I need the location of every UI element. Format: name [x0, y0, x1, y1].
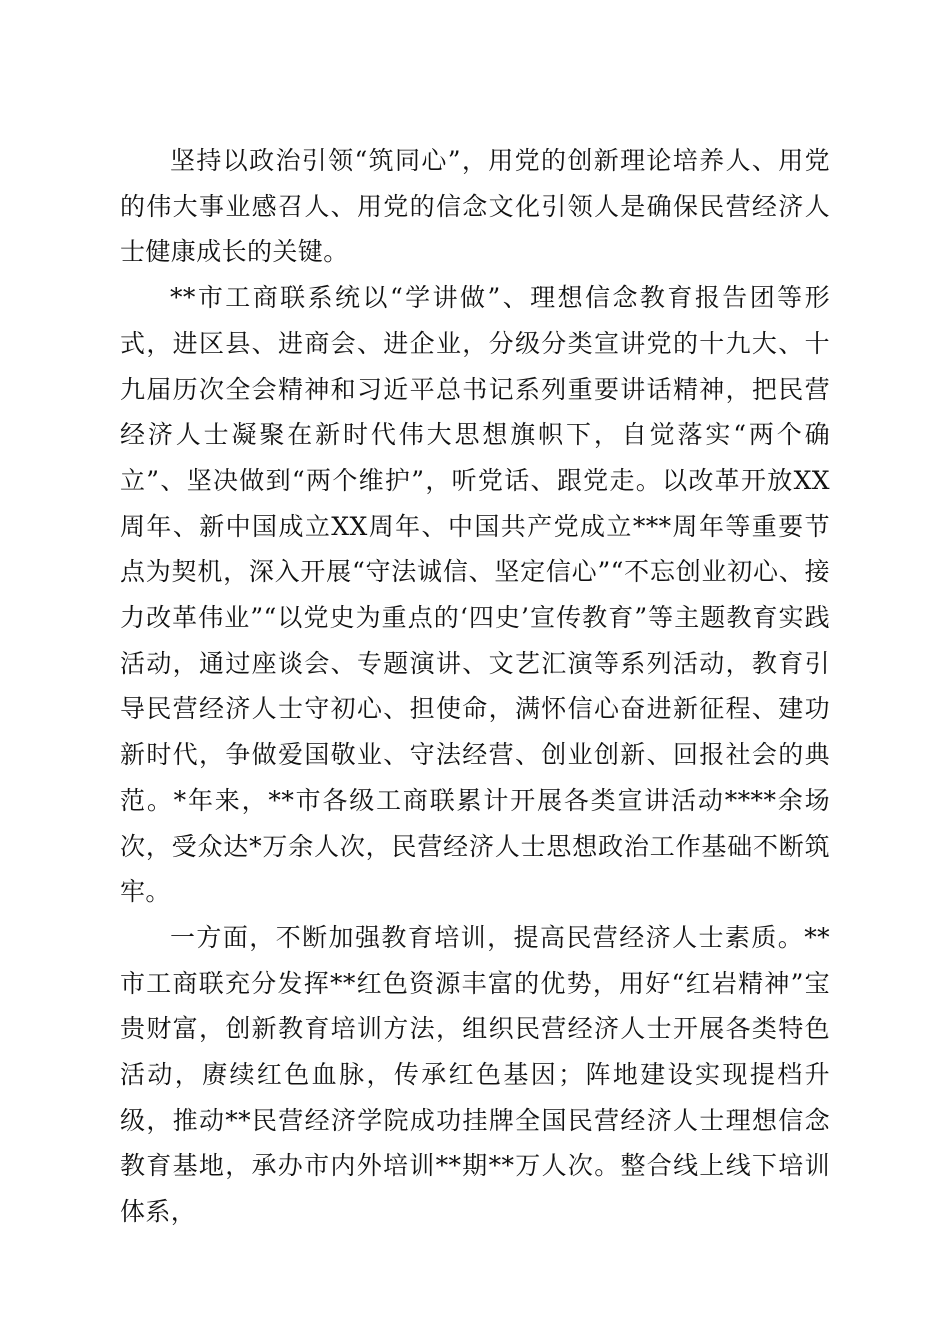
paragraph-education-training: 一方面，不断加强教育培训，提高民营经济人士素质。**市工商联充分发挥**红色资源丰富的优势，用好“红岩精神”宝贵财富，创新教育培训方法，组织民营经济人士开展各类特色活动，赓续红色血脉，传承红色基因；阵地建设实现提档升级，推动**民营经济学院成功挂牌全国民营经济人士理想信念教育基地，承办市内外培训**期**万人次。整合线上线下培训体系，: [120, 922, 830, 1227]
paragraph-federation-activities: **市工商联系统以“学讲做”、理想信念教育报告团等形式，进区县、进商会、进企业，分级分类宣讲党的十九大、十九届历次全会精神和习近平总书记系列重要讲话精神，把民营经济人士凝聚在新时代伟大思想旗帜下，自觉落实“两个确立”、坚决做到“两个维护”，听党话、跟党走。以改革开放XX周年、新中国成立XX周年、中国共产党成立***周年等重要节点为契机，深入开展“守法诚信、坚定信心”“不忘创业初心、接力改革伟业”“以党史为重点的‘四史’宣传教育”等主题教育实践活动，通过座谈会、专题演讲、文艺汇演等系列活动，教育引导民营经济人士守初心、担使命，满怀信心奋进新征程、建功新时代，争做爱国敬业、守法经营、创业创新、回报社会的典范。*年来，**市各级工商联累计开展各类宣讲活动****余场次，受众达*万余人次，民营经济人士思想政治工作基础不断筑牢。: [120, 283, 830, 907]
document-body: [120, 138, 830, 1235]
paragraph-political-guidance: 坚持以政治引领“筑同心”，用党的创新理论培养人、用党的伟大事业感召人、用党的信念文化引领人是确保民营经济人士健康成长的关键。: [120, 146, 830, 267]
